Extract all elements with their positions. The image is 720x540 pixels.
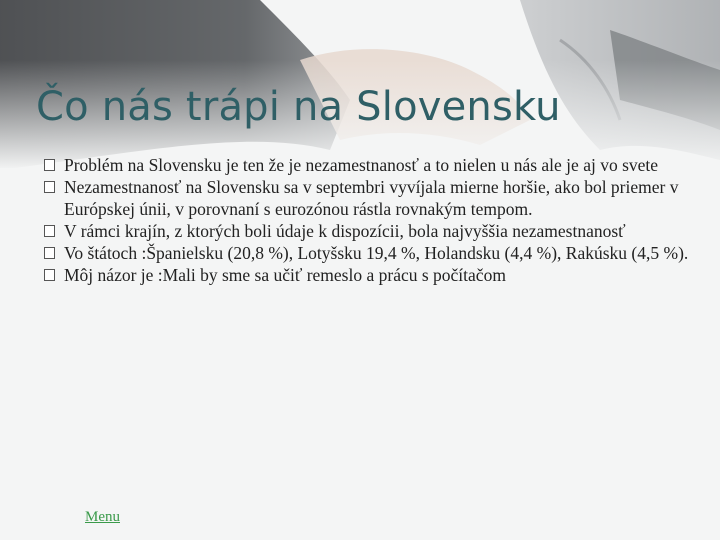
menu-link[interactable]: Menu <box>85 509 120 525</box>
bullet-text: Problém na Slovensku je ten že je nezamestnanosť a to nielen u nás ale je aj vo svete <box>64 155 659 175</box>
bullet-item <box>44 176 704 220</box>
bullet-text: V rámci krajín, z ktorých boli údaje k dispozícii, bola najvyššia nezamestnanosť <box>64 221 626 241</box>
bullet-text: Nezamestnanosť na Slovensku sa v septembri vyvíjala mierne horšie, ako bol priemer v Európskej únii, v porovnaní s eurozónou rástla rovnakým tempom. <box>64 177 679 219</box>
bullet-box-icon <box>44 181 55 193</box>
bullet-box-icon <box>44 159 55 171</box>
slide-title: Čo nás trápi na Slovensku <box>36 84 561 130</box>
bullet-item <box>44 264 704 286</box>
bullet-item <box>44 242 704 264</box>
bullet-text: Vo štátoch :Španielsku (20,8 %), Lotyšsku 19,4 %, Holandsku (4,4 %), Rakúsku (4,5 %). <box>64 243 689 263</box>
bullet-item <box>44 154 704 176</box>
bullet-box-icon <box>44 269 55 281</box>
bullet-text: Môj názor je :Mali by sme sa učiť remeslo a prácu s počítačom <box>64 265 506 285</box>
bullet-list <box>44 154 704 286</box>
bullet-item <box>44 220 704 242</box>
bullet-box-icon <box>44 247 55 259</box>
bullet-box-icon <box>44 225 55 237</box>
